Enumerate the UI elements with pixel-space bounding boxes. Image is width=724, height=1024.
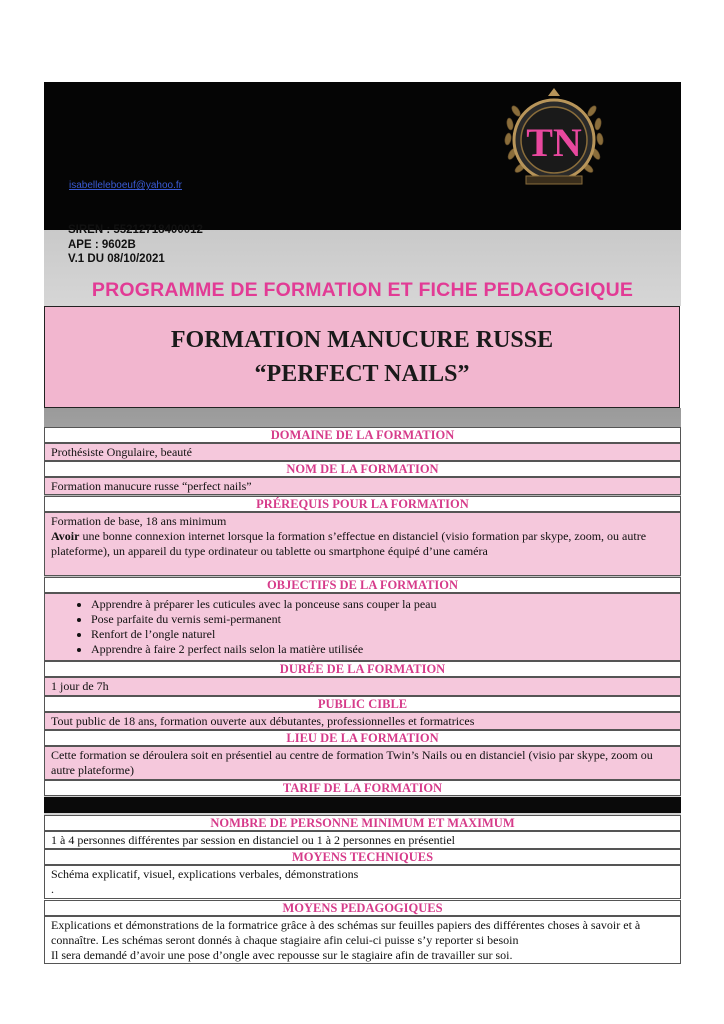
formation-title-line2: “PERFECT NAILS” [254, 361, 470, 387]
section-title-nombre: NOMBRE DE PERSONNE MINIMUM ET MAXIMUM [44, 815, 681, 831]
email-link[interactable]: isabelleleboeuf@yahoo.fr [69, 180, 183, 191]
section-title-nom: NOM DE LA FORMATION [44, 461, 681, 477]
pedagogiques-line2: Il sera demandé d’avoir une pose d’ongle avec repousse sur le stagiaire afin de travailler sur soi. [51, 948, 513, 962]
section-text-duree: 1 jour de 7h [44, 677, 681, 696]
ape-text: APE : 9602B [68, 239, 136, 251]
section-body-techniques [44, 865, 681, 899]
formation-title-box [44, 306, 680, 408]
prerequis-line1: Formation de base, 18 ans minimum [51, 514, 227, 528]
twins-nails-logo [498, 84, 610, 200]
objectif-item: • Apprendre à faire 2 perfect nails selon la matière utilisée [91, 642, 674, 657]
section-title-tarif: TARIF DE LA FORMATION [44, 780, 681, 796]
section-title-duree: DURÉE DE LA FORMATION [44, 661, 681, 677]
objectifs-list [51, 597, 674, 657]
pedagogiques-line1: Explications et démonstrations de la formatrice grâce à des schémas sur feuilles papiers des différentes choses à savoir et à connaître. Les schémas seront donnés à chaque stagiaire afin celui-ci puisse s’y reporter si besoin [51, 918, 641, 947]
version-text: V.1 DU 08/10/2021 [68, 253, 165, 265]
section-title-lieu: LIEU DE LA FORMATION [44, 730, 681, 746]
section-body-prerequis [44, 512, 681, 576]
section-text-nombre: 1 à 4 personnes différentes par session en distanciel ou 1 à 2 personnes en présentiel [44, 831, 681, 849]
section-title-public: PUBLIC CIBLE [44, 696, 681, 712]
prerequis-line2-bold: Avoir [51, 529, 80, 543]
techniques-line1: Schéma explicatif, visuel, explications verbales, démonstrations [51, 867, 359, 881]
tarif-bar [44, 797, 681, 813]
objectif-item: • Renfort de l’ongle naturel [91, 627, 674, 642]
section-title-prerequis: PRÉREQUIS POUR LA FORMATION [44, 496, 681, 512]
section-title-domaine: DOMAINE DE LA FORMATION [44, 427, 681, 443]
program-title: PROGRAMME DE FORMATION ET FICHE PEDAGOGIQUE [91, 279, 634, 301]
logo-letters: TN [526, 120, 582, 165]
section-body-pedagogiques [44, 916, 681, 964]
section-text-domaine: Prothésiste Ongulaire, beauté [44, 443, 681, 461]
prerequis-line2-text: une bonne connexion internet lorsque la formation s’effectue en distanciel (visio formation par skype, zoom, ou autre plateforme), un appareil du type ordinateur ou tablette ou smartphone équipé d’une caméra [51, 529, 647, 558]
section-title-pedagogiques: MOYENS PEDAGOGIQUES [44, 900, 681, 916]
techniques-line2: . [51, 882, 54, 896]
section-body-objectifs [44, 593, 681, 661]
section-text-public: Tout public de 18 ans, formation ouverte aux débutantes, professionnelles et formatrices [44, 712, 681, 730]
section-text-nom: Formation manucure russe “perfect nails” [44, 477, 681, 495]
formation-title-line1: FORMATION MANUCURE RUSSE [170, 327, 554, 353]
prerequis-line2 [51, 529, 674, 559]
objectif-item: • Pose parfaite du vernis semi-permanent [91, 612, 674, 627]
section-text-lieu: Cette formation se déroulera soit en présentiel au centre de formation Twin’s Nails ou en distanciel (visio par skype, zoom ou autre plateforme) [44, 746, 681, 780]
objectif-item: • Apprendre à préparer les cuticules avec la ponceuse sans couper la peau [91, 597, 674, 612]
section-title-objectifs: OBJECTIFS DE LA FORMATION [44, 577, 681, 593]
section-title-techniques: MOYENS TECHNIQUES [44, 849, 681, 865]
siren-text: SIREN : 55212718400012 [68, 224, 203, 236]
